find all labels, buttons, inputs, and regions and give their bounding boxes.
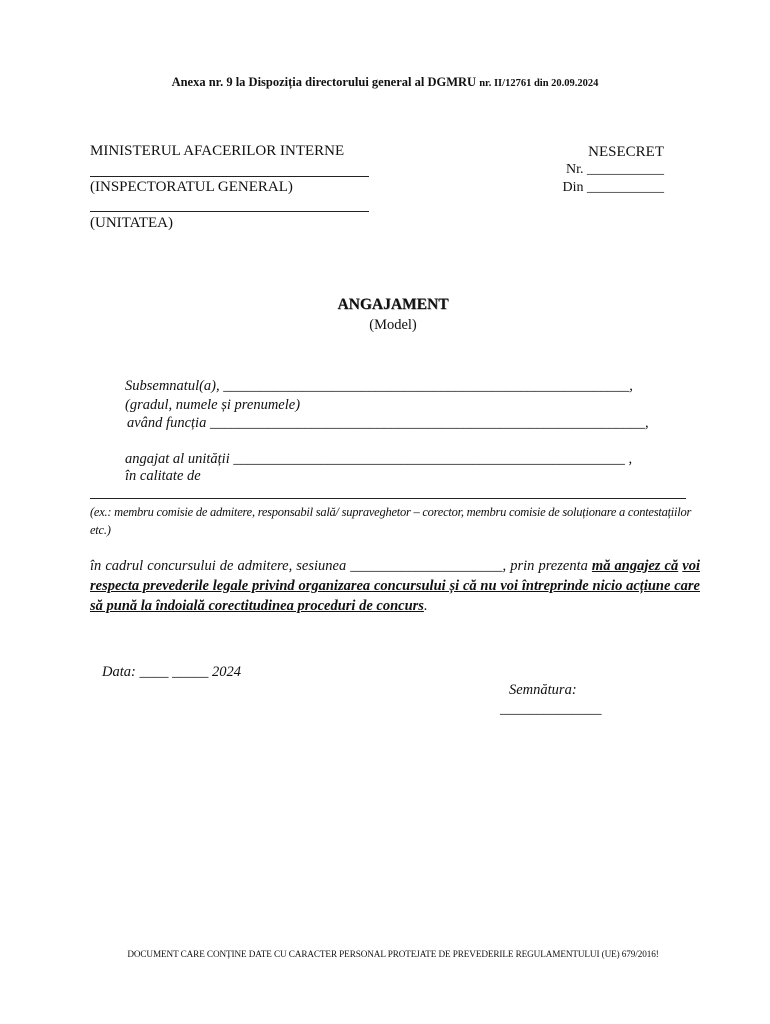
form-line-unit: angajat al unității ______________________________________________________ , (125, 451, 633, 467)
signature-line: ______________ (500, 701, 602, 717)
ministry-name: MINISTERUL AFACERILOR INTERNE (90, 143, 345, 159)
paragraph-part1: în cadrul concursului de admitere, sesiunea (90, 558, 351, 574)
classification-label: NESECRET (588, 144, 664, 160)
paragraph-end: . (423, 598, 428, 614)
registration-number: Nr. ___________ (566, 162, 664, 177)
form-hint-name: (gradul, numele și prenumele) (125, 397, 301, 413)
paragraph-part2: , prin prezenta (502, 558, 592, 574)
signature-label: Semnătura: (509, 682, 577, 698)
commitment-paragraph (90, 556, 700, 616)
form-line-name: Subsemnatul(a), ________________________________________________________, (125, 378, 633, 394)
form-line-function: având funcția ____________________________________________________________, (127, 415, 649, 431)
unit-label: (UNITATEA) (90, 215, 173, 231)
date-field: Data: ____ _____ 2024 (102, 664, 241, 680)
commitment-underlined: voi respecta prevederile legale privind organizarea concursului și că nu voi întreprinde nicio acțiune care să pună la îndoială corectitudinea proceduri de concurs (90, 558, 700, 614)
header-rule-1 (90, 176, 369, 177)
inspectorate-label: (INSPECTORATUL GENERAL) (90, 179, 293, 195)
document-title: ANGAJAMENT (337, 296, 449, 313)
session-blank: _____________________ (350, 558, 503, 574)
document-subtitle: (Model) (369, 317, 417, 333)
registration-date: Din ___________ (562, 180, 664, 195)
commitment-bold: mă angajez că (591, 558, 679, 574)
capacity-examples-note: (ex.: membru comisie de admitere, responsabil sală/ supraveghetor – corector, membru comisie de soluționare a contestațiilor etc.) (90, 505, 692, 537)
capacity-rule (90, 498, 686, 499)
annex-main: Anexa nr. 9 la Dispoziția directorului general al DGMRU (171, 75, 477, 89)
header-rule-2 (90, 211, 369, 212)
annex-header (0, 75, 770, 90)
personal-data-footer: DOCUMENT CARE CONȚINE DATE CU CARACTER PERSONAL PROTEJATE DE PREVEDERILE REGULAMENTULUI (UE) 679/2016! (127, 949, 659, 959)
annex-ref: nr. II/12761 din 20.09.2024 (479, 78, 599, 89)
form-line-capacity: în calitate de (125, 468, 201, 484)
